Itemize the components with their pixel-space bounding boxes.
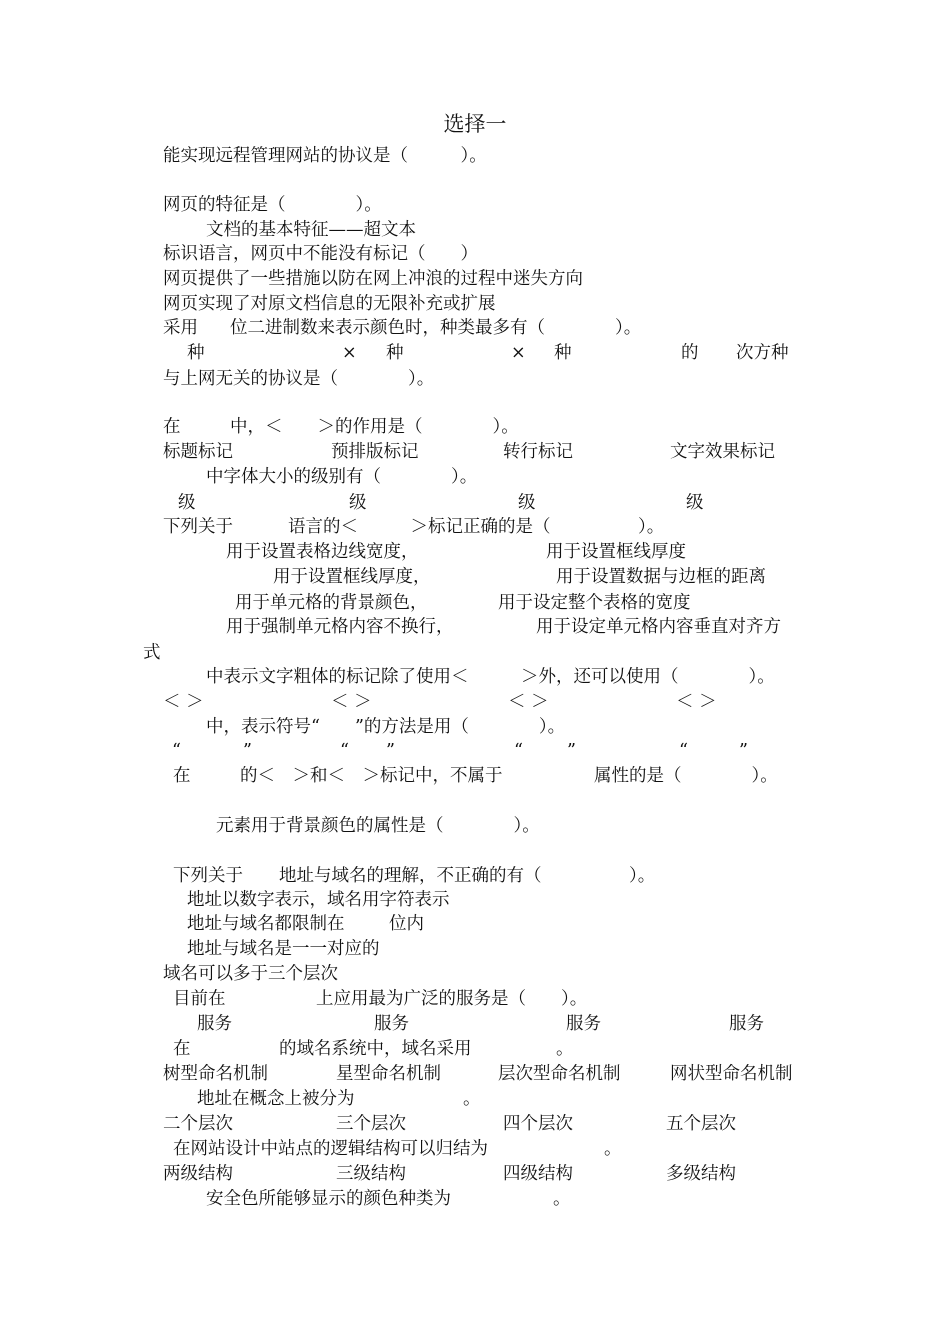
- text-line: [0, 192, 950, 218]
- text-segment: 标识语言，网页中不能没有标记（ ）: [163, 244, 478, 264]
- text-segment: 与上网无关的协议是（ ）。: [163, 369, 435, 389]
- page-title: 选择一: [443, 112, 507, 136]
- text-segment: ＜ ＞: [163, 692, 204, 712]
- text-line: [0, 1186, 950, 1212]
- text-segment: 标题标记: [163, 442, 233, 462]
- text-segment: 位内: [389, 914, 424, 934]
- text-line: [0, 439, 950, 465]
- text-segment: 用于设定整个表格的宽度: [498, 593, 691, 613]
- text-segment: 采用: [163, 318, 198, 338]
- text-segment: ”: [243, 741, 252, 761]
- text-segment: 中，表示符号“ ”的方法是用（ ）。: [206, 717, 566, 737]
- text-line: [0, 689, 950, 715]
- text-segment: 多级结构: [666, 1164, 736, 1184]
- text-segment: 网页提供了一些措施以防在网上冲浪的过程中迷失方向: [163, 269, 583, 289]
- text-segment: ＜ ＞: [508, 692, 549, 712]
- text-segment: “: [679, 741, 688, 761]
- text-line: [0, 986, 950, 1012]
- text-line: [0, 763, 950, 789]
- text-line: [0, 640, 950, 666]
- text-segment: 种: [554, 343, 572, 363]
- text-segment: “: [514, 741, 523, 761]
- text-segment: ＜ ＞: [331, 692, 372, 712]
- text-segment: 下列关于: [163, 517, 233, 537]
- text-segment: 下列关于: [173, 866, 243, 886]
- text-segment: 域名可以多于三个层次: [163, 964, 338, 984]
- text-segment: 在网站设计中站点的逻辑结构可以归结为: [173, 1139, 488, 1159]
- text-segment: 。: [556, 1039, 574, 1059]
- text-segment: 用于设置框线厚度，: [273, 567, 431, 587]
- text-segment: 级: [686, 493, 704, 513]
- text-segment: 四级结构: [503, 1164, 573, 1184]
- text-segment: 种: [187, 343, 205, 363]
- text-segment: 。: [604, 1139, 622, 1159]
- text-segment: 文档的基本特征——超文本: [206, 220, 416, 240]
- text-segment: ”: [567, 741, 576, 761]
- text-segment: 四个层次: [503, 1114, 573, 1134]
- text-segment: 地址以数字表示，域名用字符表示: [187, 890, 450, 910]
- text-segment: 用于设置数据与边框的距离: [556, 567, 766, 587]
- text-segment: 的域名系统中，域名采用: [279, 1039, 472, 1059]
- text-segment: 中表示文字粗体的标记除了使用＜ ＞外，还可以使用（ ）。: [206, 667, 775, 687]
- text-segment: 的: [681, 343, 699, 363]
- text-segment: 服务: [197, 1014, 232, 1034]
- text-line: [0, 514, 950, 540]
- text-line: [0, 143, 950, 169]
- text-line: [0, 1086, 950, 1112]
- text-segment: 三级结构: [336, 1164, 406, 1184]
- text-line: [0, 490, 950, 516]
- text-line: [0, 340, 950, 366]
- text-line: [0, 464, 950, 490]
- text-segment: 文字效果标记: [670, 442, 775, 462]
- text-line: [0, 887, 950, 913]
- text-line: [0, 564, 950, 590]
- text-segment: 能实现远程管理网站的协议是（ ）。: [163, 146, 487, 166]
- text-line: [0, 217, 950, 243]
- text-segment: 用于设置表格边线宽度，: [226, 542, 419, 562]
- text-segment: ×: [342, 343, 357, 363]
- text-segment: 地址与域名的理解，不正确的有（ ）。: [279, 866, 656, 886]
- text-line: [0, 1161, 950, 1187]
- text-segment: 用于强制单元格内容不换行，: [226, 617, 454, 637]
- text-segment: 地址与域名都限制在: [187, 914, 345, 934]
- text-segment: 预排版标记: [331, 442, 419, 462]
- text-segment: 位二进制数来表示颜色时，种类最多有（ ）。: [230, 318, 642, 338]
- text-line: [0, 614, 950, 640]
- text-line: [0, 1136, 950, 1162]
- text-segment: 。: [463, 1089, 481, 1109]
- text-segment: ＜ ＞: [676, 692, 717, 712]
- text-segment: 目前在: [173, 989, 226, 1009]
- text-segment: 安全色所能够显示的颜色种类为: [206, 1189, 451, 1209]
- text-segment: 三个层次: [336, 1114, 406, 1134]
- text-segment: 星型命名机制: [336, 1064, 441, 1084]
- text-segment: 服务: [729, 1014, 764, 1034]
- text-line: [0, 291, 950, 317]
- text-segment: “: [172, 741, 181, 761]
- text-segment: 服务: [566, 1014, 601, 1034]
- text-segment: ”: [739, 741, 748, 761]
- text-line: [0, 1036, 950, 1062]
- text-segment: 用于设置框线厚度: [546, 542, 686, 562]
- text-segment: 在: [173, 766, 191, 786]
- text-line: [0, 241, 950, 267]
- text-line: [0, 1061, 950, 1087]
- text-segment: 级: [178, 493, 196, 513]
- text-line: [0, 936, 950, 962]
- text-segment: 用于单元格的背景颜色，: [235, 593, 428, 613]
- text-line: [0, 315, 950, 341]
- text-segment: 的＜ ＞和＜ ＞标记中，不属于: [240, 766, 503, 786]
- text-line: [0, 590, 950, 616]
- text-segment: 五个层次: [666, 1114, 736, 1134]
- text-segment: 次方种: [736, 343, 789, 363]
- text-segment: 用于设定单元格内容垂直对齐方: [536, 617, 781, 637]
- text-segment: “: [340, 741, 349, 761]
- text-segment: 地址在概念上被分为: [197, 1089, 355, 1109]
- text-segment: 服务: [374, 1014, 409, 1034]
- text-line: [0, 664, 950, 690]
- text-segment: 网页的特征是（ ）。: [163, 195, 382, 215]
- text-segment: 中，＜ ＞的作用是（ ）。: [230, 417, 519, 437]
- text-segment: 二个层次: [163, 1114, 233, 1134]
- text-segment: 在: [173, 1039, 191, 1059]
- text-line: [0, 961, 950, 987]
- text-line: [0, 738, 950, 764]
- text-segment: 在: [163, 417, 181, 437]
- text-segment: 网状型命名机制: [670, 1064, 793, 1084]
- text-segment: 转行标记: [503, 442, 573, 462]
- text-segment: 元素用于背景颜色的属性是（ ）。: [216, 816, 540, 836]
- text-segment: ”: [386, 741, 395, 761]
- text-segment: 上应用最为广泛的服务是（ ）。: [316, 989, 588, 1009]
- text-line: [0, 1111, 950, 1137]
- text-segment: 树型命名机制: [163, 1064, 268, 1084]
- text-segment: 种: [386, 343, 404, 363]
- text-segment: 语言的＜ ＞标记正确的是（ ）。: [288, 517, 665, 537]
- text-line: [0, 266, 950, 292]
- text-line: [0, 911, 950, 937]
- text-line: [0, 863, 950, 889]
- text-segment: 。: [553, 1189, 571, 1209]
- text-segment: 级: [349, 493, 367, 513]
- text-line: [0, 414, 950, 440]
- text-line: [0, 539, 950, 565]
- text-segment: 级: [518, 493, 536, 513]
- text-segment: 层次型命名机制: [498, 1064, 621, 1084]
- text-line: [0, 813, 950, 839]
- text-segment: 网页实现了对原文档信息的无限补充或扩展: [163, 294, 496, 314]
- text-segment: ×: [511, 343, 526, 363]
- text-segment: 属性的是（ ）。: [594, 766, 778, 786]
- text-segment: 地址与域名是一一对应的: [187, 939, 380, 959]
- text-segment: 中字体大小的级别有（ ）。: [206, 467, 478, 487]
- text-line: [0, 366, 950, 392]
- text-line: [0, 714, 950, 740]
- text-segment: 两级结构: [163, 1164, 233, 1184]
- text-segment: 式: [143, 643, 161, 663]
- text-line: [0, 1011, 950, 1037]
